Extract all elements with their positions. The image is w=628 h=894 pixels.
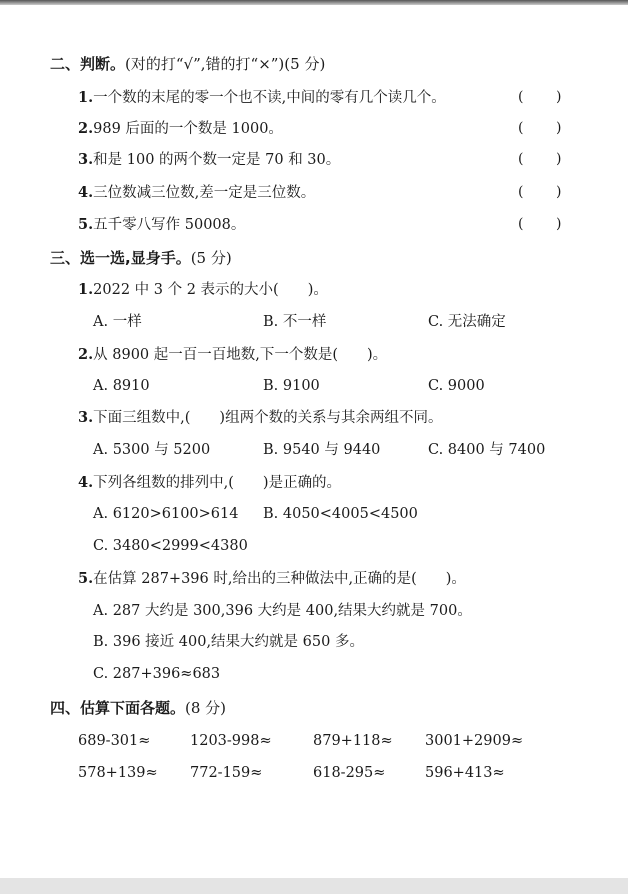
option-b[interactable]: B. 396 接近 400,结果大约就是 650 多。 (93, 634, 364, 650)
choice-question: 1.2022 中 3 个 2 表示的大小( )。 (78, 281, 328, 298)
option-b[interactable]: B. 9100 (263, 378, 320, 394)
estimation-problem: 618-295≈ (313, 765, 386, 781)
section-3-heading: 三、选一选,显身手。(5 分) (50, 249, 232, 267)
option-c[interactable]: C. 9000 (428, 378, 485, 394)
option-c[interactable]: C. 287+396≈683 (93, 666, 221, 682)
section-4-heading: 四、估算下面各题。(8 分) (50, 699, 227, 717)
choice-question: 2.从 8900 起一百一百地数,下一个数是( )。 (78, 346, 388, 363)
estimation-problem: 772-159≈ (190, 765, 263, 781)
answer-paren-close: ) (556, 216, 562, 232)
scan-bottom-edge (0, 878, 628, 894)
option-b[interactable]: B. 9540 与 9440 (263, 442, 381, 458)
answer-paren-open[interactable]: ( (518, 216, 524, 232)
option-a[interactable]: A. 5300 与 5200 (93, 442, 211, 458)
option-b[interactable]: B. 4050<4005<4500 (263, 506, 418, 522)
estimation-problem: 596+413≈ (425, 765, 505, 781)
answer-paren-close: ) (556, 89, 562, 105)
choice-question: 4.下列各组数的排列中,( )是正确的。 (78, 474, 342, 491)
option-a[interactable]: A. 6120>6100>614 (93, 506, 239, 522)
option-a[interactable]: A. 一样 (93, 314, 142, 330)
answer-paren-open[interactable]: ( (518, 120, 524, 136)
judgement-item: 2.989 后面的一个数是 1000。 (78, 120, 283, 137)
answer-paren-close: ) (556, 184, 562, 200)
judgement-item: 5.五千零八写作 50008。 (78, 216, 246, 233)
option-c[interactable]: C. 8400 与 7400 (428, 442, 546, 458)
answer-paren-open[interactable]: ( (518, 151, 524, 167)
section-2-heading: 二、判断。(对的打“√”,错的打“×”)(5 分) (50, 55, 326, 73)
option-c[interactable]: C. 无法确定 (428, 314, 506, 330)
judgement-item: 4.三位数减三位数,差一定是三位数。 (78, 184, 316, 201)
choice-question: 3.下面三组数中,( )组两个数的关系与其余两组不同。 (78, 409, 443, 426)
option-a[interactable]: A. 8910 (93, 378, 150, 394)
estimation-problem: 3001+2909≈ (425, 733, 524, 749)
choice-question: 5.在估算 287+396 时,给出的三种做法中,正确的是( )。 (78, 570, 466, 587)
answer-paren-close: ) (556, 120, 562, 136)
judgement-item: 1.一个数的末尾的零一个也不读,中间的零有几个读几个。 (78, 89, 446, 106)
scan-top-edge (0, 0, 628, 5)
judgement-item: 3.和是 100 的两个数一定是 70 和 30。 (78, 151, 341, 168)
estimation-problem: 578+139≈ (78, 765, 158, 781)
estimation-problem: 689-301≈ (78, 733, 151, 749)
answer-paren-close: ) (556, 151, 562, 167)
estimation-problem: 1203-998≈ (190, 733, 272, 749)
estimation-problem: 879+118≈ (313, 733, 393, 749)
answer-paren-open[interactable]: ( (518, 89, 524, 105)
option-a[interactable]: A. 287 大约是 300,396 大约是 400,结果大约就是 700。 (93, 603, 472, 619)
option-b[interactable]: B. 不一样 (263, 314, 327, 330)
answer-paren-open[interactable]: ( (518, 184, 524, 200)
option-c[interactable]: C. 3480<2999<4380 (93, 538, 248, 554)
